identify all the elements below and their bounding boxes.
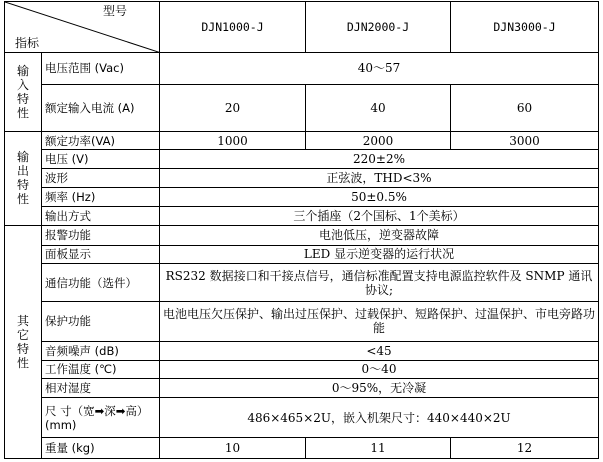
value-weight-2: 11 — [306, 437, 451, 458]
label-size: 尺 寸（宽➡深➡高）(mm) — [42, 398, 160, 438]
value-humidity: 0～95%，无冷凝 — [160, 379, 599, 398]
row-comm — [5, 264, 599, 302]
row-waveform — [5, 169, 599, 188]
group-output-label: 输 出 特 性 — [5, 131, 42, 225]
row-noise — [5, 341, 599, 360]
value-input-current-1: 20 — [160, 84, 306, 131]
value-protection: 电池电压欠压保护、输出过压保护、过载保护、短路保护、过温保护、市电旁路功能 — [160, 302, 599, 342]
value-frequency: 50±0.5% — [160, 188, 599, 207]
value-comm: RS232 数据接口和干接点信号，通信标准配置支持电源监控软件及 SNMP 通讯协议; — [160, 264, 599, 302]
row-alarm — [5, 225, 599, 245]
model-header-3: DJN3000-J — [451, 2, 599, 53]
row-rated-input-current — [5, 84, 599, 131]
label-weight: 重量 (kg) — [42, 437, 160, 458]
label-rated-input-current: 额定输入电流 (A) — [42, 84, 160, 131]
row-temp — [5, 360, 599, 379]
row-panel — [5, 245, 599, 264]
value-input-current-2: 40 — [306, 84, 451, 131]
value-voltage-range: 40～57 — [160, 53, 599, 84]
group-other-label: 其 它 特 性 — [5, 225, 42, 458]
row-output-mode — [5, 206, 599, 225]
label-voltage: 电压 (V) — [42, 150, 160, 169]
row-voltage-range — [5, 53, 599, 84]
spec-table — [4, 1, 599, 459]
row-voltage — [5, 150, 599, 169]
value-temp: 0～40 — [160, 360, 599, 379]
label-waveform: 波形 — [42, 169, 160, 188]
value-weight-1: 10 — [160, 437, 306, 458]
corner-label-model: 型号 — [102, 4, 127, 18]
row-weight — [5, 437, 599, 458]
label-output-mode: 输出方式 — [42, 206, 160, 225]
value-power-3: 3000 — [451, 131, 599, 150]
row-rated-power — [5, 131, 599, 150]
value-panel: LED 显示逆变器的运行状况 — [160, 245, 599, 264]
group-input-label: 输 入 特 性 — [5, 53, 42, 131]
value-voltage: 220±2% — [160, 150, 599, 169]
row-frequency — [5, 188, 599, 207]
value-power-1: 1000 — [160, 131, 306, 150]
value-noise: <45 — [160, 341, 599, 360]
value-size: 486×465×2U，嵌入机架尺寸：440×440×2U — [160, 398, 599, 438]
label-alarm: 报警功能 — [42, 225, 160, 245]
label-panel: 面板显示 — [42, 245, 160, 264]
corner-label-spec: 指标 — [15, 36, 40, 51]
label-rated-power: 额定功率(VA) — [42, 131, 160, 150]
label-voltage-range: 电压范围 (Vac) — [42, 53, 160, 84]
header-row — [5, 2, 599, 53]
label-noise: 音频噪声 (dB) — [42, 341, 160, 360]
label-frequency: 频率 (Hz) — [42, 188, 160, 207]
row-size — [5, 398, 599, 438]
value-waveform: 正弦波，THD<3% — [160, 169, 599, 188]
label-comm: 通信功能（选件） — [42, 264, 160, 302]
value-weight-3: 12 — [451, 437, 599, 458]
value-input-current-3: 60 — [451, 84, 599, 131]
row-protection — [5, 302, 599, 342]
label-temp: 工作温度 (℃) — [42, 360, 160, 379]
value-power-2: 2000 — [306, 131, 451, 150]
model-header-2: DJN2000-J — [306, 2, 451, 53]
value-output-mode: 三个插座（2个国标、1个美标） — [160, 206, 599, 225]
row-humidity — [5, 379, 599, 398]
corner-cell — [5, 2, 160, 53]
value-alarm: 电池低压，逆变器故障 — [160, 225, 599, 245]
model-header-1: DJN1000-J — [160, 2, 306, 53]
label-humidity: 相对湿度 — [42, 379, 160, 398]
label-protection: 保护功能 — [42, 302, 160, 342]
